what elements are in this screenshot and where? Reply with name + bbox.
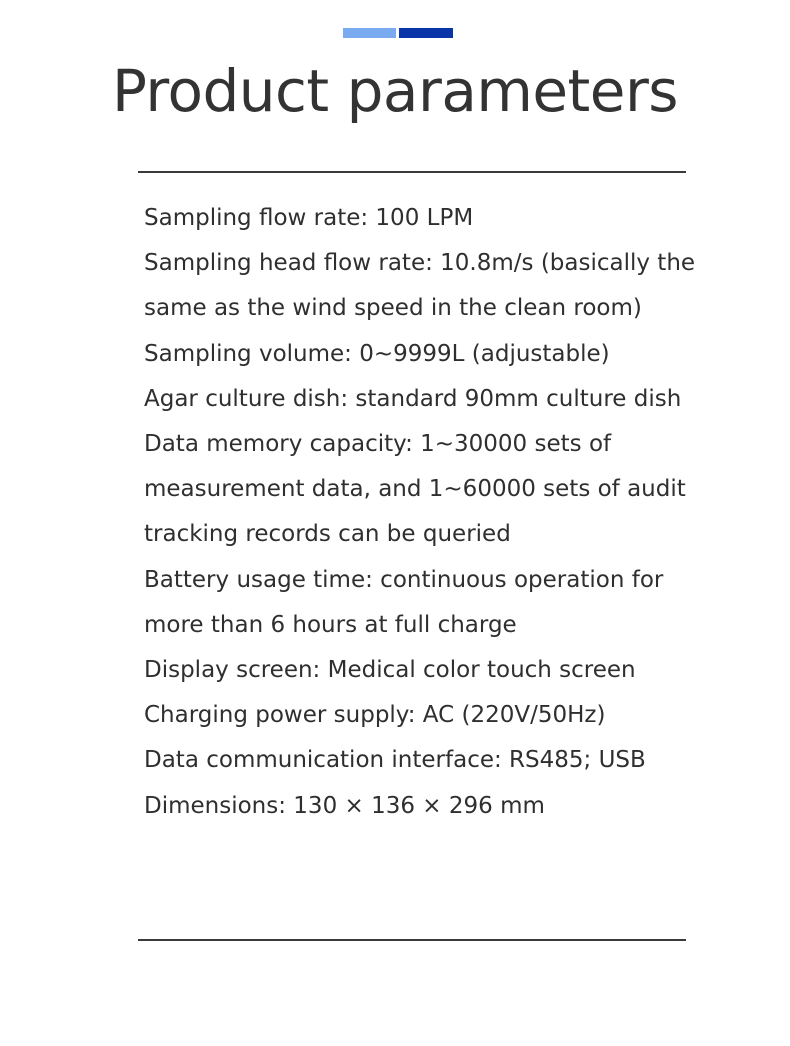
bottom-divider <box>138 939 686 941</box>
parameter-item: Data communication interface: RS485; USB <box>144 747 646 774</box>
parameter-item: Sampling volume: 0~9999L (adjustable) <box>144 340 610 367</box>
parameter-item: Battery usage time: continuous operation for more than 6 hours at full charge <box>144 566 664 638</box>
parameter-list <box>144 196 719 829</box>
title-accent-bars <box>343 28 453 38</box>
parameter-item: Charging power supply: AC (220V/50Hz) <box>144 702 606 729</box>
accent-bar-light <box>343 28 396 38</box>
page-title: Product parameters <box>111 57 679 125</box>
top-divider <box>138 171 686 173</box>
parameter-item: Sampling head flow rate: 10.8m/s (basically the same as the wind speed in the clean room) <box>144 250 696 322</box>
parameter-item: Display screen: Medical color touch screen <box>144 657 636 684</box>
accent-bar-dark <box>399 28 453 38</box>
parameter-item: Dimensions: 130 × 136 × 296 mm <box>144 792 545 819</box>
parameter-item: Agar culture dish: standard 90mm culture dish <box>144 385 682 412</box>
parameter-item: Data memory capacity: 1~30000 sets of measurement data, and 1~60000 sets of audit tracking records can be queried <box>144 431 686 548</box>
parameter-item: Sampling flow rate: 100 LPM <box>144 205 474 231</box>
